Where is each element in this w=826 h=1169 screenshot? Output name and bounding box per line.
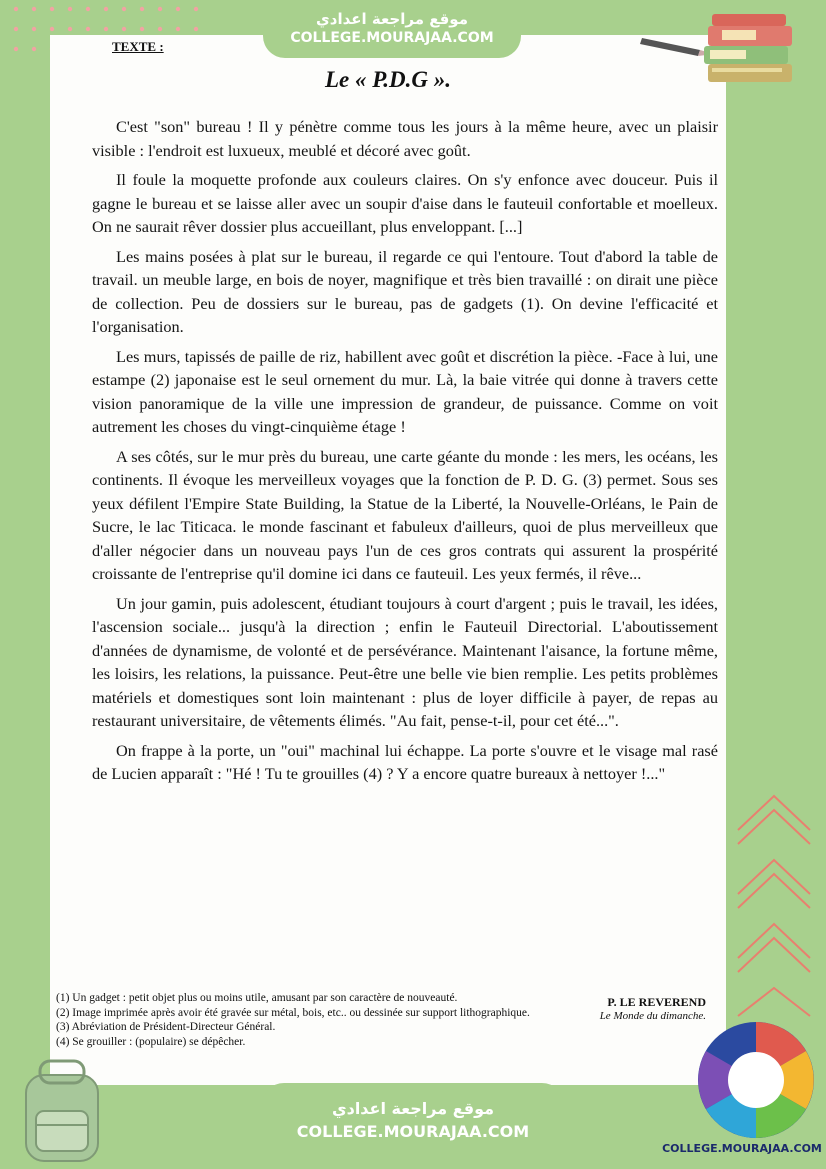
site-banner-bottom[interactable] [262,1083,564,1169]
source-name: Le Monde du dimanche. [599,1010,706,1022]
site-arabic-name: موقع مراجعة اعدادي [316,10,468,28]
author-name: P. LE REVEREND [607,995,706,1009]
document-sheet [50,35,726,1085]
site-url[interactable]: COLLEGE.MOURAJAA.COM [296,1122,530,1141]
footnote: (2) Image imprimée après avoir été gravée sur métal, bois, etc.. ou dessinée sur support lithographique. [56,1006,530,1019]
paragraph: On frappe à la porte, un "oui" machinal lui échappe. La porte s'ouvre et le visage mal rasé de Lucien apparaît : "Hé ! Tu te grouilles (4) ? Y a encore quatre bureaux à nettoyer !..." [92,740,718,783]
paragraph: Les murs, tapissés de paille de riz, habillent avec goût et discrétion la pièce. -Face à lui, une estampe (2) japonaise est le seul ornement du mur. Là, la baie vitrée qui donne à travers cette vision panoramique de la ville une impression de grandeur, de puissance. Comme on voit autrement les choses du vingt-cinquième étage ! [92,346,718,436]
section-label: TEXTE : [112,39,164,54]
backpack-icon [12,1055,112,1165]
subjects-wheel-icon [696,1020,816,1140]
paragraph: Un jour gamin, puis adolescent, étudiant toujours à court d'argent ; puis le travail, les idées, l'ascension sociale... jusqu'à la direction ; enfin le Fauteuil Directorial. L'aboutissement d'années de dynamisme, de volonté et de persévérance. Maintenant l'aisance, la fortune même, les loisirs, les relations, la puissance. Peut-être une belle vie bien remplie. Les petits problèmes matériels et domestiques sont loin maintenant : plus de loyer difficile à payer, de repas au restaurant universitaire, de vêtements élimés. "Au fait, pense-t-il, pour cet été...". [92,593,718,730]
footnote: (1) Un gadget : petit objet plus ou moins utile, amusant par son caractère de nouveauté. [56,992,458,1004]
attribution [600,995,706,1022]
paragraph: Les mains posées à plat sur le bureau, il regarde ce qui l'entoure. Tout d'abord la table de travail. un meuble large, en bois de noyer, magnifique et très bien travaillé : on dirait une pièce de collection. Peu de dossiers sur le bureau, pas de gadgets (1). On devine l'efficacité et l'organisation. [92,246,718,336]
footnotes [56,991,616,1049]
paragraph: Il foule la moquette profonde aux couleurs claires. On s'y enfonce avec douceur. Puis il gagne le bureau et se laisse aller avec un soupir d'aise dans le fauteuil confortable et moelleux. On ne saurait rêver dossier plus accueillant, plus enveloppant. [...] [92,170,718,236]
stacked-books-icon [700,12,800,92]
paragraph: A ses côtés, sur le mur près du bureau, une carte géante du monde : les mers, les océans, les continents. Il évoque les merveilleux voyages que la fonction de P. D. G. (3) permet. Sous ses yeux défilent l'Empire State Building, la Statue de la Liberté, la Nouvelle-Orléans, le Pain de Sucre, le lac Titicaca. le monde fascinant et fabuleux d'ailleurs, quoi de plus merveilleux que d'aller négocier dans un nouveau pays l'un de ces gros contrats qui assurent la prospérité croissante de l'entreprise qu'il domine ici dans ce fauteuil. Les yeux fermés, il rêve... [92,446,718,583]
document-title: Le « P.D.G ». [324,67,452,92]
corner-site-url[interactable]: COLLEGE.MOURAJAA.COM [662,1142,822,1155]
footnote: (4) Se grouiller : (populaire) se dépêcher. [56,1035,246,1048]
site-banner-top[interactable] [263,0,521,58]
site-url[interactable]: COLLEGE.MOURAJAA.COM [290,30,494,46]
footnote: (3) Abréviation de Président-Directeur Général. [56,1021,276,1033]
paragraph: C'est "son" bureau ! Il y pénètre comme tous les jours à la même heure, avec un plaisir visible : l'endroit est luxueux, meublé et décoré avec goût. [92,117,718,160]
site-arabic-name: موقع مراجعة اعدادي [331,1099,495,1118]
document-body [92,115,718,792]
chevron-up-arrows-icon [734,790,814,1030]
